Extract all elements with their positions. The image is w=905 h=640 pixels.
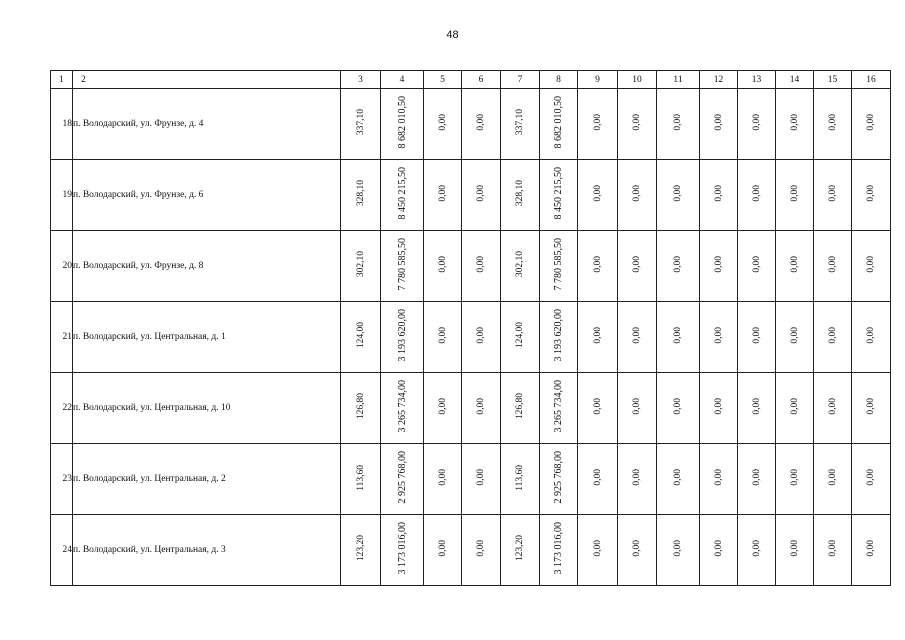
cell-value: 337,10 (515, 109, 525, 136)
cell-c5 (424, 89, 462, 160)
cell-c8 (540, 373, 578, 444)
row-number: 20 (51, 231, 73, 302)
cell-c9 (578, 160, 618, 231)
cell-value: 0,00 (476, 469, 486, 486)
cell-value: 0,00 (713, 114, 724, 131)
cell-value: 113,60 (515, 464, 525, 491)
cell-value: 0,00 (632, 185, 642, 202)
cell-c9 (578, 302, 618, 373)
cell-c6 (462, 89, 501, 160)
cell-c15 (814, 302, 852, 373)
cell-c14 (776, 231, 814, 302)
cell-value: 0,00 (632, 114, 642, 131)
table-row (51, 231, 891, 302)
cell-value: 0,00 (592, 256, 603, 273)
header-col-4: 4 (381, 71, 424, 89)
cell-c8 (540, 231, 578, 302)
cell-value: 0,00 (866, 327, 876, 344)
cell-value: 0,00 (789, 540, 800, 557)
cell-value: 0,00 (866, 540, 876, 557)
cell-c7 (501, 515, 540, 586)
row-number: 22 (51, 373, 73, 444)
cell-value: 0,00 (592, 398, 603, 415)
cell-c14 (776, 373, 814, 444)
cell-value: 0,00 (789, 469, 800, 486)
row-number: 24 (51, 515, 73, 586)
cell-c13 (738, 302, 776, 373)
cell-value: 3 193 620,00 (396, 309, 408, 362)
cell-value: 0,00 (789, 185, 800, 202)
cell-value: 0,00 (632, 469, 642, 486)
cell-c3 (341, 302, 381, 373)
cell-c5 (424, 302, 462, 373)
cell-c12 (700, 160, 738, 231)
cell-value: 123,20 (515, 535, 525, 562)
cell-c3 (341, 515, 381, 586)
cell-c16 (852, 515, 891, 586)
cell-value: 0,00 (476, 256, 486, 273)
cell-c15 (814, 160, 852, 231)
header-col-2: 2 (73, 71, 341, 89)
cell-c14 (776, 302, 814, 373)
cell-value: 0,00 (673, 540, 683, 557)
cell-value: 0,00 (673, 327, 683, 344)
table-row (51, 160, 891, 231)
cell-value: 3 265 734,00 (553, 380, 564, 433)
cell-c11 (657, 515, 700, 586)
cell-value: 0,00 (437, 327, 448, 344)
cell-c12 (700, 89, 738, 160)
table-body (51, 89, 891, 586)
cell-value: 0,00 (827, 114, 838, 131)
cell-c4 (381, 160, 424, 231)
data-table (50, 70, 891, 586)
address-cell: п. Володарский, ул. Фрунзе, д. 8 (73, 231, 341, 302)
cell-value: 0,00 (713, 185, 724, 202)
page-number: 48 (446, 29, 459, 41)
cell-c4 (381, 231, 424, 302)
cell-c5 (424, 373, 462, 444)
table-row (51, 89, 891, 160)
cell-value: 124,00 (355, 322, 366, 349)
cell-c10 (618, 444, 657, 515)
cell-c12 (700, 231, 738, 302)
cell-c7 (501, 89, 540, 160)
cell-value: 0,00 (673, 398, 683, 415)
cell-value: 0,00 (751, 469, 762, 486)
cell-c13 (738, 444, 776, 515)
cell-c12 (700, 373, 738, 444)
cell-value: 8 450 215,50 (396, 167, 408, 220)
cell-c7 (501, 231, 540, 302)
cell-value: 0,00 (592, 469, 603, 486)
cell-c3 (341, 373, 381, 444)
cell-value: 0,00 (476, 398, 486, 415)
header-row (51, 71, 891, 89)
cell-c6 (462, 302, 501, 373)
cell-value: 328,10 (355, 180, 366, 207)
cell-value: 0,00 (437, 398, 448, 415)
cell-value: 126,80 (355, 393, 366, 420)
cell-c9 (578, 373, 618, 444)
cell-value: 0,00 (632, 256, 642, 273)
cell-value: 0,00 (827, 185, 838, 202)
row-number: 21 (51, 302, 73, 373)
cell-value: 0,00 (632, 327, 642, 344)
cell-value: 0,00 (632, 540, 642, 557)
cell-c12 (700, 444, 738, 515)
cell-value: 0,00 (866, 114, 876, 131)
cell-c5 (424, 160, 462, 231)
cell-c9 (578, 231, 618, 302)
cell-c4 (381, 444, 424, 515)
cell-c6 (462, 231, 501, 302)
cell-c13 (738, 160, 776, 231)
cell-c9 (578, 444, 618, 515)
cell-value: 3 193 620,00 (553, 309, 564, 362)
cell-value: 0,00 (673, 185, 683, 202)
cell-c4 (381, 302, 424, 373)
cell-value: 0,00 (437, 469, 448, 486)
cell-c8 (540, 444, 578, 515)
cell-value: 0,00 (437, 256, 448, 273)
table-row (51, 302, 891, 373)
cell-c11 (657, 302, 700, 373)
cell-value: 0,00 (866, 256, 876, 273)
address-cell: п. Володарский, ул. Фрунзе, д. 6 (73, 160, 341, 231)
cell-c7 (501, 373, 540, 444)
cell-c11 (657, 373, 700, 444)
cell-c3 (341, 160, 381, 231)
header-col-3: 3 (341, 71, 381, 89)
cell-value: 0,00 (673, 256, 683, 273)
cell-value: 0,00 (592, 114, 603, 131)
row-number: 23 (51, 444, 73, 515)
row-number: 19 (51, 160, 73, 231)
header-col-15: 15 (814, 71, 852, 89)
cell-value: 123,20 (355, 535, 366, 562)
address-cell: п. Володарский, ул. Центральная, д. 2 (73, 444, 341, 515)
cell-value: 0,00 (789, 327, 800, 344)
header-col-1: 1 (51, 71, 73, 89)
cell-c10 (618, 373, 657, 444)
cell-value: 0,00 (751, 327, 762, 344)
cell-c3 (341, 231, 381, 302)
cell-value: 0,00 (827, 469, 838, 486)
cell-value: 7 780 585,50 (553, 238, 564, 291)
cell-c15 (814, 231, 852, 302)
cell-c4 (381, 515, 424, 586)
header-col-10: 10 (618, 71, 657, 89)
cell-value: 126,80 (515, 393, 525, 420)
cell-value: 3 173 016,00 (396, 522, 408, 575)
cell-value: 0,00 (751, 114, 762, 131)
cell-value: 0,00 (713, 327, 724, 344)
cell-c11 (657, 89, 700, 160)
cell-c10 (618, 89, 657, 160)
cell-value: 8 682 010,50 (553, 96, 564, 149)
cell-value: 0,00 (437, 540, 448, 557)
cell-value: 0,00 (827, 327, 838, 344)
cell-c11 (657, 444, 700, 515)
cell-c8 (540, 89, 578, 160)
cell-c16 (852, 231, 891, 302)
address-cell: п. Володарский, ул. Центральная, д. 1 (73, 302, 341, 373)
header-col-13: 13 (738, 71, 776, 89)
cell-value: 0,00 (713, 469, 724, 486)
cell-c13 (738, 231, 776, 302)
header-col-9: 9 (578, 71, 618, 89)
cell-c8 (540, 160, 578, 231)
cell-value: 0,00 (713, 256, 724, 273)
cell-c16 (852, 89, 891, 160)
cell-c9 (578, 89, 618, 160)
cell-c3 (341, 89, 381, 160)
cell-value: 0,00 (751, 540, 762, 557)
cell-c13 (738, 373, 776, 444)
cell-c5 (424, 444, 462, 515)
cell-value: 3 265 734,00 (396, 380, 408, 433)
cell-value: 0,00 (592, 540, 603, 557)
cell-value: 302,10 (515, 251, 525, 278)
cell-c14 (776, 515, 814, 586)
cell-value: 0,00 (789, 398, 800, 415)
cell-value: 0,00 (827, 256, 838, 273)
cell-c12 (700, 302, 738, 373)
cell-c3 (341, 444, 381, 515)
cell-value: 0,00 (437, 185, 448, 202)
cell-value: 2 925 768,00 (396, 451, 408, 504)
cell-value: 337,10 (355, 109, 366, 136)
cell-c4 (381, 373, 424, 444)
cell-c6 (462, 373, 501, 444)
cell-value: 328,10 (515, 180, 525, 207)
cell-c10 (618, 160, 657, 231)
header-col-7: 7 (501, 71, 540, 89)
cell-c7 (501, 444, 540, 515)
cell-value: 0,00 (827, 398, 838, 415)
cell-c16 (852, 160, 891, 231)
cell-c7 (501, 160, 540, 231)
header-col-11: 11 (657, 71, 700, 89)
cell-c16 (852, 444, 891, 515)
cell-c16 (852, 302, 891, 373)
cell-c5 (424, 231, 462, 302)
cell-value: 0,00 (592, 327, 603, 344)
table-row (51, 373, 891, 444)
cell-value: 3 173 016,00 (553, 522, 564, 575)
cell-value: 0,00 (751, 185, 762, 202)
cell-value: 0,00 (789, 256, 800, 273)
cell-value: 0,00 (437, 114, 448, 131)
cell-value: 0,00 (476, 540, 486, 557)
cell-value: 0,00 (713, 398, 724, 415)
header-col-12: 12 (700, 71, 738, 89)
cell-value: 8 450 215,50 (553, 167, 564, 220)
cell-c14 (776, 89, 814, 160)
cell-value: 0,00 (476, 185, 486, 202)
table-row (51, 444, 891, 515)
table-row (51, 515, 891, 586)
cell-c6 (462, 444, 501, 515)
cell-value: 302,10 (355, 251, 366, 278)
cell-c9 (578, 515, 618, 586)
cell-value: 0,00 (866, 469, 876, 486)
address-cell: п. Володарский, ул. Центральная, д. 10 (73, 373, 341, 444)
cell-c15 (814, 444, 852, 515)
cell-c4 (381, 89, 424, 160)
cell-c10 (618, 231, 657, 302)
cell-value: 0,00 (789, 114, 800, 131)
address-cell: п. Володарский, ул. Фрунзе, д. 4 (73, 89, 341, 160)
cell-c8 (540, 515, 578, 586)
header-col-8: 8 (540, 71, 578, 89)
cell-value: 0,00 (866, 185, 876, 202)
cell-c16 (852, 373, 891, 444)
header-col-14: 14 (776, 71, 814, 89)
cell-c15 (814, 515, 852, 586)
cell-c13 (738, 515, 776, 586)
cell-c12 (700, 515, 738, 586)
cell-c11 (657, 231, 700, 302)
header-col-6: 6 (462, 71, 501, 89)
cell-c8 (540, 302, 578, 373)
cell-c13 (738, 89, 776, 160)
cell-c7 (501, 302, 540, 373)
row-number: 18 (51, 89, 73, 160)
cell-c11 (657, 160, 700, 231)
cell-value: 113,60 (355, 464, 366, 491)
address-cell: п. Володарский, ул. Центральная, д. 3 (73, 515, 341, 586)
cell-c5 (424, 515, 462, 586)
cell-c14 (776, 160, 814, 231)
cell-value: 0,00 (713, 540, 724, 557)
header-col-5: 5 (424, 71, 462, 89)
cell-c6 (462, 515, 501, 586)
cell-value: 8 682 010,50 (396, 96, 408, 149)
cell-value: 0,00 (751, 256, 762, 273)
cell-c10 (618, 302, 657, 373)
header-col-16: 16 (852, 71, 891, 89)
cell-value: 0,00 (827, 540, 838, 557)
cell-value: 0,00 (476, 114, 486, 131)
cell-value: 0,00 (632, 398, 642, 415)
cell-c10 (618, 515, 657, 586)
cell-value: 0,00 (592, 185, 603, 202)
cell-value: 0,00 (673, 469, 683, 486)
cell-c15 (814, 89, 852, 160)
cell-c14 (776, 444, 814, 515)
cell-c15 (814, 373, 852, 444)
cell-value: 124,00 (515, 322, 525, 349)
cell-value: 0,00 (751, 398, 762, 415)
cell-value: 0,00 (476, 327, 486, 344)
cell-value: 7 780 585,50 (396, 238, 408, 291)
cell-value: 0,00 (673, 114, 683, 131)
cell-value: 0,00 (866, 398, 876, 415)
cell-value: 2 925 768,00 (553, 451, 564, 504)
cell-c6 (462, 160, 501, 231)
